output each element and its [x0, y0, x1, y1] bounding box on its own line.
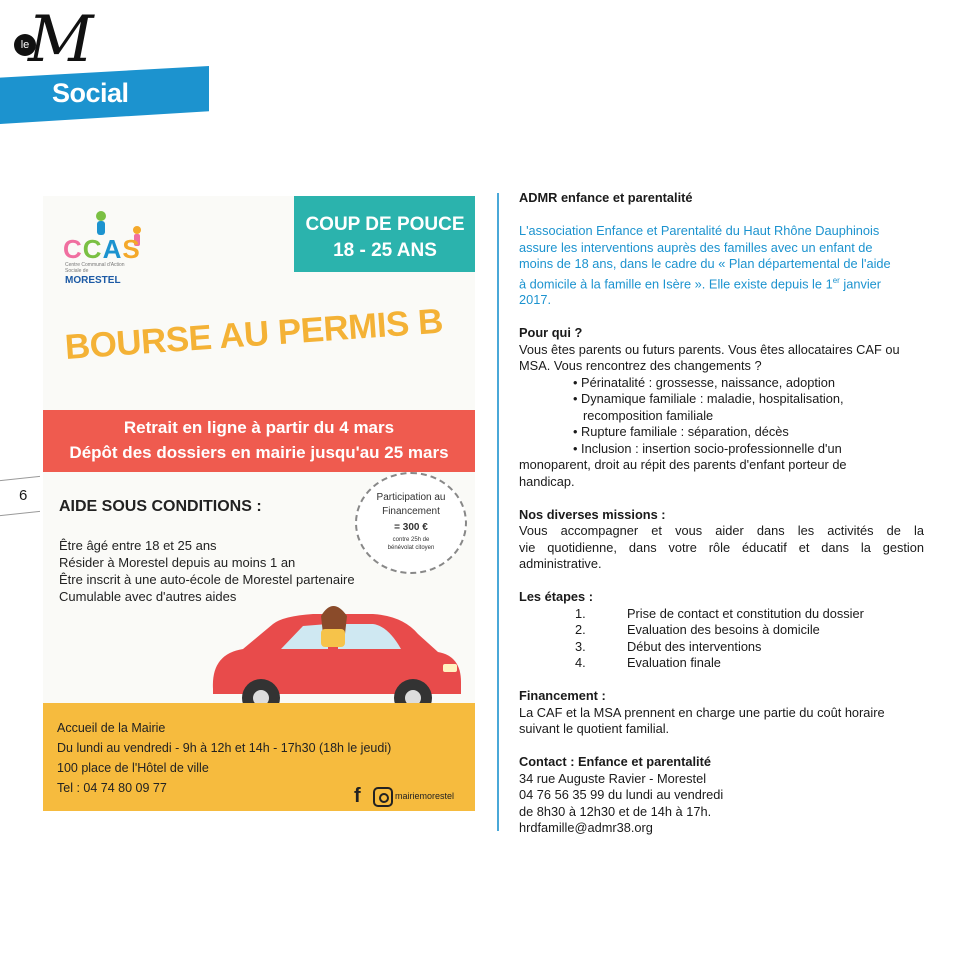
magazine-logo-m: M — [28, 3, 92, 77]
bullet-item: • Périnatalité : grossesse, naissance, adoption — [573, 374, 835, 390]
condition-item: Être inscrit à une auto-école de Morestel partenaire — [59, 572, 355, 587]
contact-hours: de 8h30 à 12h30 et de 14h à 17h. — [519, 803, 712, 819]
contact-email[interactable]: hrdfamille@admr38.org — [519, 820, 653, 836]
section-heading: Les étapes : — [519, 589, 593, 605]
article-intro — [519, 223, 924, 309]
body-line: vie quotidienne, dans votre rôle éducatif et dans la gestion — [519, 539, 924, 555]
step-number: 1. — [575, 605, 586, 621]
participation-amount: = 300 € — [394, 522, 428, 533]
body-line: suivant le quotient familial. — [519, 721, 670, 737]
dates-line-2: Dépôt des dossiers en mairie jusqu'au 25 mars — [69, 443, 449, 462]
column-divider — [497, 193, 499, 831]
intro-line: moins de 18 ans, dans le cadre du « Plan départemental de l'aide — [519, 256, 891, 271]
step-item — [519, 655, 924, 672]
page-number — [0, 476, 40, 516]
body-line: MSA. Vous rencontrez des changements ? — [519, 358, 762, 374]
contact-address: 34 rue Auguste Ravier - Morestel — [519, 770, 707, 786]
contact-line: 100 place de l'Hôtel de ville — [57, 761, 209, 775]
bullet-item-continued: recomposition familiale — [583, 407, 714, 423]
dates-band — [43, 410, 475, 472]
facebook-icon: f — [354, 785, 361, 807]
conditions-title: AIDE SOUS CONDITIONS : — [59, 498, 262, 515]
body-line: La CAF et la MSA prennent en charge une partie du coût horaire — [519, 704, 885, 720]
coup-line-1: COUP DE POUCE — [305, 214, 465, 235]
participation-line: bénévolat citoyen — [387, 545, 435, 551]
bullet-item: • Dynamique familiale : maladie, hospitalisation, — [573, 391, 844, 407]
contact-band — [43, 703, 475, 811]
contact-line: Accueil de la Mairie — [57, 721, 166, 735]
body-line: Vous accompagner et vous aider dans les activités de la — [519, 523, 924, 539]
ccas-letter-a: A — [102, 234, 123, 264]
participation-line: Participation au — [376, 492, 446, 503]
coup-line-2: 18 - 25 ANS — [333, 240, 437, 261]
intro-line-part: janvier — [839, 275, 882, 291]
step-text: Prise de contact et constitution du dossier — [627, 605, 864, 621]
bullet-item: • Rupture familiale : séparation, décès — [573, 424, 789, 440]
intro-line: assure les interventions auprès des familles avec un enfant de — [519, 239, 873, 255]
contact-line: Tel : 04 74 80 09 77 — [57, 781, 167, 795]
contact-phone: 04 76 56 35 99 du lundi au vendredi — [519, 787, 724, 803]
contact-line: Du lundi au vendredi - 9h à 12h et 14h - 17h30 (18h le jeudi) — [57, 741, 392, 755]
poster-title: BOURSE AU PERMIS B — [63, 301, 445, 367]
step-item — [519, 622, 924, 639]
step-text: Evaluation finale — [627, 655, 721, 671]
ccas-letter-c2: C — [82, 234, 103, 264]
dates-line-1: Retrait en ligne à partir du 4 mars — [123, 418, 395, 437]
ccas-letter-c1: C — [63, 234, 83, 264]
ccas-town: MORESTEL — [65, 275, 121, 286]
body-line: handicap. — [519, 473, 575, 489]
intro-line: 2017. — [519, 292, 552, 308]
participation-line: contre 25h de — [392, 537, 430, 543]
intro-superscript: er — [832, 275, 840, 285]
step-number: 3. — [575, 638, 586, 654]
step-number: 2. — [575, 622, 586, 638]
step-item — [519, 639, 924, 656]
poster-image — [43, 196, 475, 811]
step-number: 4. — [575, 655, 586, 671]
section-title: Social — [52, 78, 129, 108]
article — [519, 190, 924, 837]
magazine-logo-le: le — [14, 34, 36, 56]
body-line: monoparent, droit au répit des parents d'enfant porteur de — [519, 457, 847, 473]
ccas-subtitle: Centre Communal d'Action Sociale de — [65, 262, 125, 274]
ccas-letter-s: S — [122, 234, 141, 264]
condition-item: Cumulable avec d'autres aides — [59, 589, 237, 604]
bullet-item: • Inclusion : insertion socio-professionnelle d'un — [573, 440, 842, 456]
intro-line-part: à domicile à la famille en Isère ». Elle existe depuis le 1 — [519, 275, 833, 291]
section-heading: Financement : — [519, 688, 606, 704]
participation-line: Financement — [382, 506, 440, 517]
coup-de-pouce-box — [294, 196, 475, 272]
page-number-text: 6 — [18, 487, 28, 504]
body-line: Vous êtes parents ou futurs parents. Vous êtes allocataires CAF ou — [519, 341, 900, 357]
section-heading: Contact : Enfance et parentalité — [519, 754, 711, 770]
condition-item: Être âgé entre 18 et 25 ans — [59, 538, 217, 553]
section-heading: Pour qui ? — [519, 325, 583, 341]
ccas-logo-text — [63, 234, 141, 265]
article-title: ADMR enfance et parentalité — [519, 190, 693, 205]
intro-line: L'association Enfance et Parentalité du Haut Rhône Dauphinois — [519, 223, 880, 238]
step-item — [519, 606, 924, 623]
body-line: administrative. — [519, 556, 602, 572]
instagram-icon — [373, 787, 393, 807]
step-text: Evaluation des besoins à domicile — [627, 622, 820, 638]
social-handle: mairiemorestel — [395, 791, 455, 801]
condition-item: Résider à Morestel depuis au moins 1 an — [59, 555, 296, 570]
participation-badge — [355, 472, 467, 574]
missions-text — [519, 523, 924, 573]
section-heading: Nos diverses missions : — [519, 506, 666, 522]
step-text: Début des interventions — [627, 638, 762, 654]
intro-line — [519, 273, 924, 293]
